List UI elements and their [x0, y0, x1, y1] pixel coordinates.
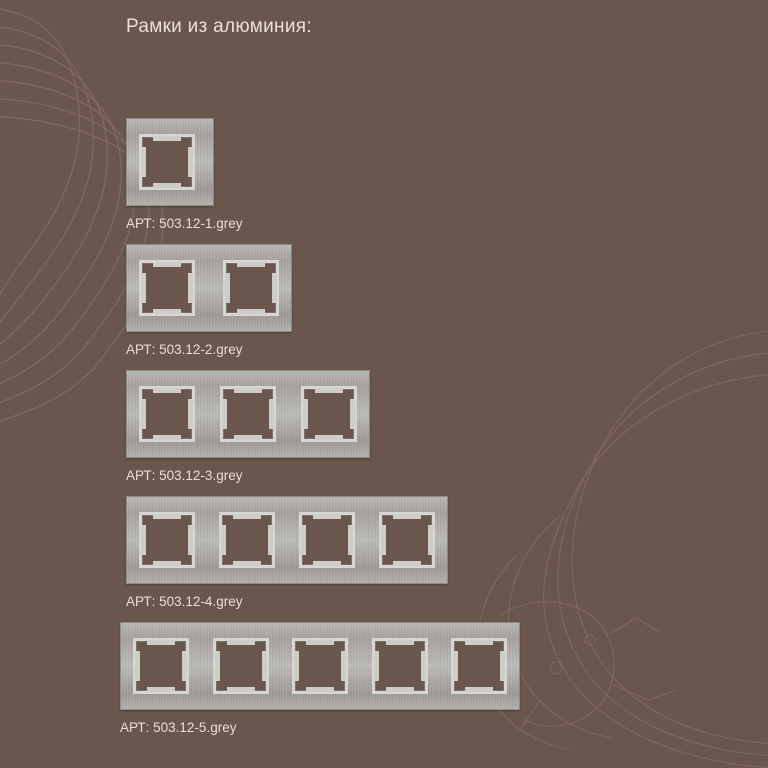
product-article-label: АРТ: 503.12-5.grey — [120, 720, 237, 735]
aperture-tab-right — [188, 147, 193, 177]
frame-plate[interactable] — [126, 244, 292, 332]
aperture-tab-left — [294, 651, 299, 681]
product-item[interactable] — [126, 370, 370, 483]
frame-aperture — [292, 638, 348, 694]
frame-aperture — [372, 638, 428, 694]
aperture-tab-right — [269, 399, 274, 429]
product-article-label: АРТ: 503.12-1.grey — [126, 216, 243, 231]
aperture-tab-left — [141, 399, 146, 429]
aperture-tab-right — [272, 273, 277, 303]
frame-aperture — [220, 386, 276, 442]
frame-aperture — [299, 512, 355, 568]
frame-aperture — [451, 638, 507, 694]
aperture-row — [133, 638, 507, 694]
aperture-tab-right — [341, 651, 346, 681]
aperture-tab-left — [215, 651, 220, 681]
aperture-tab-left — [141, 147, 146, 177]
page-title: Рамки из алюминия: — [126, 16, 312, 37]
aperture-tab-right — [348, 525, 353, 555]
aperture-tab-left — [381, 525, 386, 555]
frame-aperture — [139, 134, 195, 190]
product-article-label: АРТ: 503.12-3.grey — [126, 468, 243, 483]
product-item[interactable] — [120, 622, 520, 735]
aperture-tab-right — [268, 525, 273, 555]
frame-aperture — [213, 638, 269, 694]
frame-plate[interactable] — [126, 118, 214, 206]
aperture-tab-right — [421, 651, 426, 681]
aperture-tab-right — [428, 525, 433, 555]
aperture-row — [139, 386, 357, 442]
frame-aperture — [139, 386, 195, 442]
aperture-tab-left — [141, 273, 146, 303]
aperture-tab-left — [225, 273, 230, 303]
aperture-tab-left — [453, 651, 458, 681]
frame-plate[interactable] — [120, 622, 520, 710]
frame-aperture — [379, 512, 435, 568]
product-article-label: АРТ: 503.12-4.grey — [126, 594, 243, 609]
aperture-tab-right — [188, 399, 193, 429]
aperture-tab-left — [374, 651, 379, 681]
aperture-tab-right — [500, 651, 505, 681]
aperture-tab-right — [182, 651, 187, 681]
frame-aperture — [139, 260, 195, 316]
frame-aperture — [139, 512, 195, 568]
frame-plate[interactable] — [126, 370, 370, 458]
frame-aperture — [223, 260, 279, 316]
aperture-tab-left — [141, 525, 146, 555]
aperture-tab-right — [188, 273, 193, 303]
aperture-tab-right — [188, 525, 193, 555]
aperture-tab-left — [222, 399, 227, 429]
product-article-label: АРТ: 503.12-2.grey — [126, 342, 243, 357]
frame-aperture — [133, 638, 189, 694]
aperture-tab-right — [262, 651, 267, 681]
frame-aperture — [219, 512, 275, 568]
aperture-tab-left — [135, 651, 140, 681]
frame-plate[interactable] — [126, 496, 448, 584]
product-item[interactable] — [126, 118, 242, 231]
aperture-tab-left — [301, 525, 306, 555]
product-item[interactable] — [126, 244, 292, 357]
aperture-row — [139, 260, 279, 316]
aperture-tab-right — [350, 399, 355, 429]
aperture-tab-left — [303, 399, 308, 429]
aperture-tab-left — [221, 525, 226, 555]
aperture-row — [139, 134, 201, 190]
aperture-row — [139, 512, 435, 568]
frame-aperture — [301, 386, 357, 442]
product-item[interactable] — [126, 496, 448, 609]
